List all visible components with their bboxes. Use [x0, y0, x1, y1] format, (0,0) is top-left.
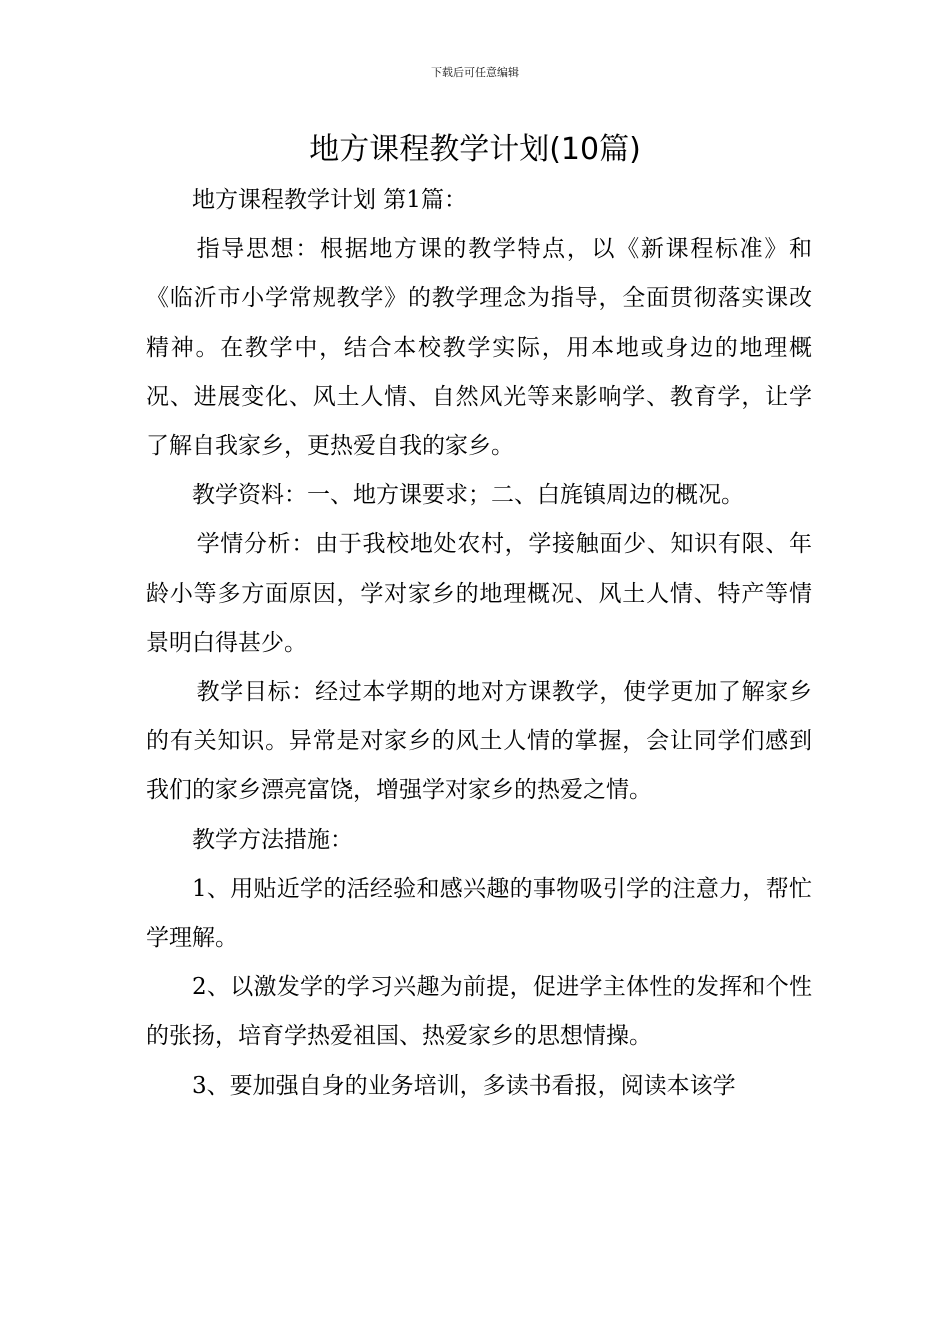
- paragraph-method-3: 3、要加强自身的业务培训，多读书看报，阅读本该学: [192, 1072, 736, 1099]
- paragraph-method-2: 2、以激发学的学习兴趣为前提，促进学主体性的发挥和个性的张扬，培育学热爱祖国、热爱家乡的思想情操。: [146, 974, 812, 1050]
- paragraph-teaching-materials: 教学资料：一、地方课要求；二、白旄镇周边的概况。: [192, 482, 744, 509]
- paragraph-teaching-goals: 教学目标：经过本学期的地对方课教学，使学更加了解家乡的有关知识。异常是对家乡的风土人情的掌握，会让同学们感到我们的家乡漂亮富饶，增强学对家乡的热爱之情。: [146, 679, 812, 804]
- document-body: [146, 176, 812, 1111]
- header-note: 下载后可任意编辑: [431, 66, 519, 79]
- section-heading: 地方课程教学计划 第1篇：: [192, 187, 467, 213]
- document-title: 地方课程教学计划(10篇): [309, 132, 641, 167]
- paragraph-method-1: 1、用贴近学的活经验和感兴趣的事物吸引学的注意力，帮忙学理解。: [146, 875, 812, 952]
- paragraph-methods-heading: 教学方法措施：: [192, 826, 353, 853]
- paragraph-situation-analysis: 学情分析：由于我校地处农村，学接触面少、知识有限、年龄小等多方面原因，学对家乡的地理概况、风土人情、特产等情景明白得甚少。: [146, 531, 812, 656]
- paragraph-guiding-ideology: 指导思想：根据地方课的教学特点，以《新课程标准》和《临沂市小学常规教学》的教学理念为指导，全面贯彻落实课改精神。在教学中，结合本校教学实际，用本地或身边的地理概况、进展变化、风土人情、自然风光等来影响学、教育学，让学了解自我家乡，更热爱自我的家乡。: [146, 236, 812, 460]
